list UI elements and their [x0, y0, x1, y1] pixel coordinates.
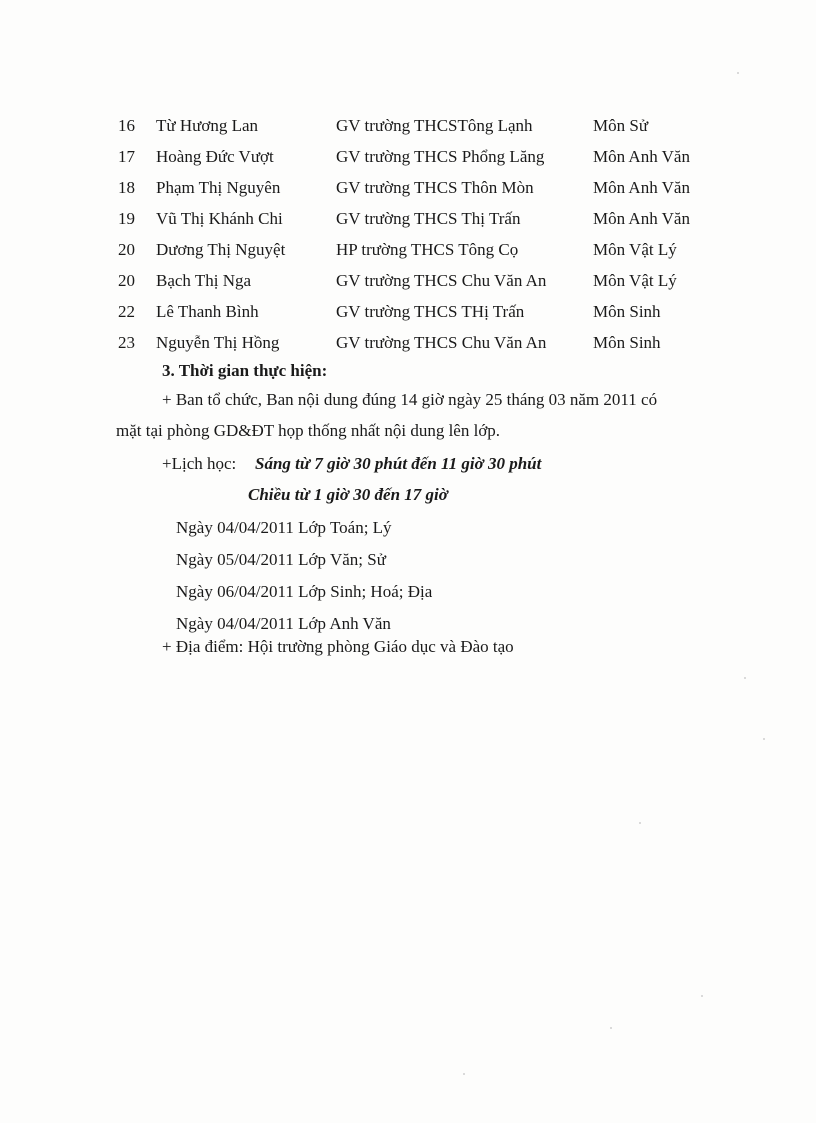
scan-speck — [737, 72, 739, 74]
staff-name: Dương Thị Nguyệt — [156, 240, 286, 259]
list-item: Ngày 06/04/2011 Lớp Sinh; Hoá; Địa — [176, 582, 433, 601]
staff-subject: Môn Anh Văn — [593, 147, 690, 166]
row-number: 20 — [118, 271, 135, 290]
staff-subject: Môn Sử — [593, 116, 649, 135]
scan-speck — [610, 1027, 612, 1029]
staff-name: Vũ Thị Khánh Chi — [156, 209, 283, 228]
list-item: Ngày 04/04/2011 Lớp Toán; Lý — [176, 518, 392, 537]
row-number: 17 — [118, 147, 135, 166]
scan-speck — [639, 822, 641, 824]
staff-name: Bạch Thị Nga — [156, 271, 252, 290]
staff-name: Phạm Thị Nguyên — [156, 178, 281, 197]
staff-position: GV trường THCS Thị Trấn — [336, 209, 521, 228]
staff-subject: Môn Vật Lý — [593, 240, 677, 259]
staff-name: Lê Thanh Bình — [156, 302, 259, 321]
staff-subject: Môn Sinh — [593, 333, 661, 352]
staff-subject: Môn Anh Văn — [593, 209, 690, 228]
staff-subject: Môn Sinh — [593, 302, 661, 321]
scan-speck — [763, 738, 765, 740]
staff-position: GV trường THCS Chu Văn An — [336, 271, 547, 290]
staff-subject: Môn Vật Lý — [593, 271, 677, 290]
scan-speck — [744, 677, 746, 679]
staff-position: HP trường THCS Tông Cọ — [336, 240, 519, 259]
location-line: + Địa điểm: Hội trường phòng Giáo dục và Đào tạo — [162, 637, 514, 656]
schedule-label: +Lịch học: — [162, 454, 237, 473]
class-day-list — [176, 512, 432, 640]
staff-position: GV trường THCSTông Lạnh — [336, 116, 533, 135]
list-item: Ngày 05/04/2011 Lớp Văn; Sử — [176, 550, 386, 569]
organizer-paragraph-line1: + Ban tổ chức, Ban nội dung đúng 14 giờ ngày 25 tháng 03 năm 2011 có — [162, 390, 658, 409]
schedule-morning: Sáng từ 7 giờ 30 phút đến 11 giờ 30 phút — [255, 454, 542, 473]
section-heading: 3. Thời gian thực hiện: — [162, 361, 328, 380]
staff-position: GV trường THCS THị Trấn — [336, 302, 525, 321]
staff-subject: Môn Anh Văn — [593, 178, 690, 197]
scan-speck — [463, 1073, 465, 1075]
row-number: 16 — [118, 116, 135, 135]
row-number: 22 — [118, 302, 135, 321]
row-number: 20 — [118, 240, 135, 259]
row-number: 18 — [118, 178, 135, 197]
list-item: Ngày 04/04/2011 Lớp Anh Văn — [176, 614, 391, 633]
staff-name: Nguyễn Thị Hồng — [156, 333, 280, 352]
organizer-paragraph-line2: mặt tại phòng GD&ĐT họp thống nhất nội dung lên lớp. — [116, 421, 501, 440]
row-number: 19 — [118, 209, 135, 228]
staff-position: GV trường THCS Thôn Mòn — [336, 178, 534, 197]
row-number: 23 — [118, 333, 135, 352]
scan-speck — [701, 995, 703, 997]
schedule-afternoon: Chiều từ 1 giờ 30 đến 17 giờ — [248, 485, 448, 504]
staff-position: GV trường THCS Phổng Lăng — [336, 147, 545, 166]
staff-name: Hoàng Đức Vượt — [156, 147, 274, 166]
staff-position: GV trường THCS Chu Văn An — [336, 333, 547, 352]
staff-name: Từ Hương Lan — [156, 116, 259, 135]
